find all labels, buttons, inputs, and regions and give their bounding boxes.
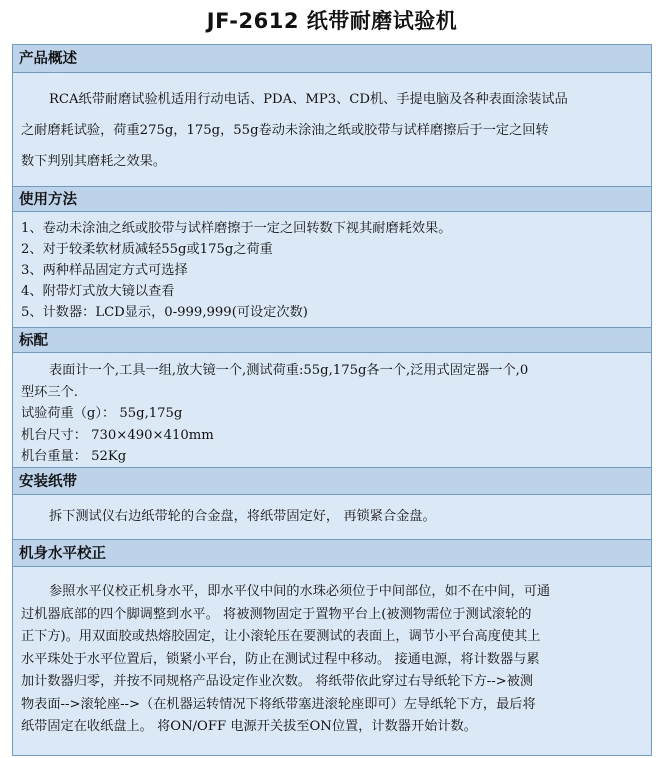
leveling-line: 纸带固定在收纸盘上。 将ON/OFF 电源开关拔至ON位置，计数器开始计数。 — [21, 719, 477, 734]
leveling-line: 物表面-->滚轮座-->（在机器运转情况下将纸带塞进滚轮座即可）左导纸轮下方，最后将 — [21, 696, 536, 712]
section-header-standard: 标配 — [13, 327, 651, 353]
leveling-line: 过机器底部的四个脚调整到水平。 将被测物固定于置物平台上(被测物需位于测试滚轮的 — [21, 606, 532, 622]
page-title: JF-2612 纸带耐磨试验机 — [206, 9, 458, 33]
section-header-tape: 安装纸带 — [13, 467, 651, 495]
tape-text — [13, 495, 651, 539]
leveling-line: 加计数器归零，并按不同规格产品设定作业次数。 将纸带依此穿过右导纸轮下方-->被测 — [21, 674, 534, 689]
section-header-overview: 产品概述 — [13, 45, 651, 73]
overview-line: 数下判别其磨耗之效果。 — [21, 154, 167, 169]
leveling-line: 水平珠处于水平位置后，锁紧小平台，防止在测试过程中移动。 接通电源，将计数器与累 — [21, 651, 540, 667]
tape-line: 拆下测试仪右边纸带轮的合金盘，将纸带固定好， 再锁紧合金盘。 — [49, 509, 436, 524]
leveling-line: 参照水平仪校正机身水平，即水平仪中间的水珠必须位于中间部位，如不在中间，可通 — [49, 584, 551, 599]
section-header-leveling: 机身水平校正 — [13, 539, 651, 567]
section-header-usage: 使用方法 — [13, 186, 651, 212]
spec-sheet — [12, 44, 652, 756]
usage-item: 1、卷动未涂油之纸或胶带与试样磨擦于一定之回转数下视其耐磨耗效果。 — [21, 221, 452, 236]
leveling-line: 正下方)。用双面胶或热熔胶固定，让小滚轮压在要测试的表面上，调节小平台高度使其上 — [21, 629, 541, 644]
standard-line: 机台尺寸： 730×490×410mm — [21, 427, 214, 443]
usage-item: 3、两种样品固定方式可选择 — [21, 263, 188, 278]
leveling-text — [13, 567, 651, 755]
standard-line: 表面计一个,工具一组,放大镜一个,测试荷重:55g,175g各一个,泛用式固定器一个,0 — [49, 363, 529, 378]
overview-text — [13, 73, 651, 186]
standard-line: 机台重量： 52Kg — [21, 449, 127, 464]
usage-item: 5、计数器：LCD显示，0-999,999(可设定次数) — [21, 305, 308, 320]
overview-line: 之耐磨耗试验，荷重275g，175g，55g卷动未涂油之纸或胶带与试样磨擦后于一定之回转 — [21, 123, 549, 138]
usage-item: 2、对于较柔软材质减轻55g或175g之荷重 — [21, 242, 273, 257]
usage-list — [13, 212, 651, 327]
standard-line: 试验荷重（g）： 55g,175g — [21, 406, 183, 421]
standard-line: 型环三个. — [21, 384, 78, 400]
standard-text — [13, 353, 651, 467]
usage-item: 4、附带灯式放大镜以查看 — [21, 284, 175, 299]
overview-line: RCA纸带耐磨试验机适用行动电话、PDA、MP3、CD机、手提电脑及各种表面涂装试品 — [49, 92, 568, 107]
